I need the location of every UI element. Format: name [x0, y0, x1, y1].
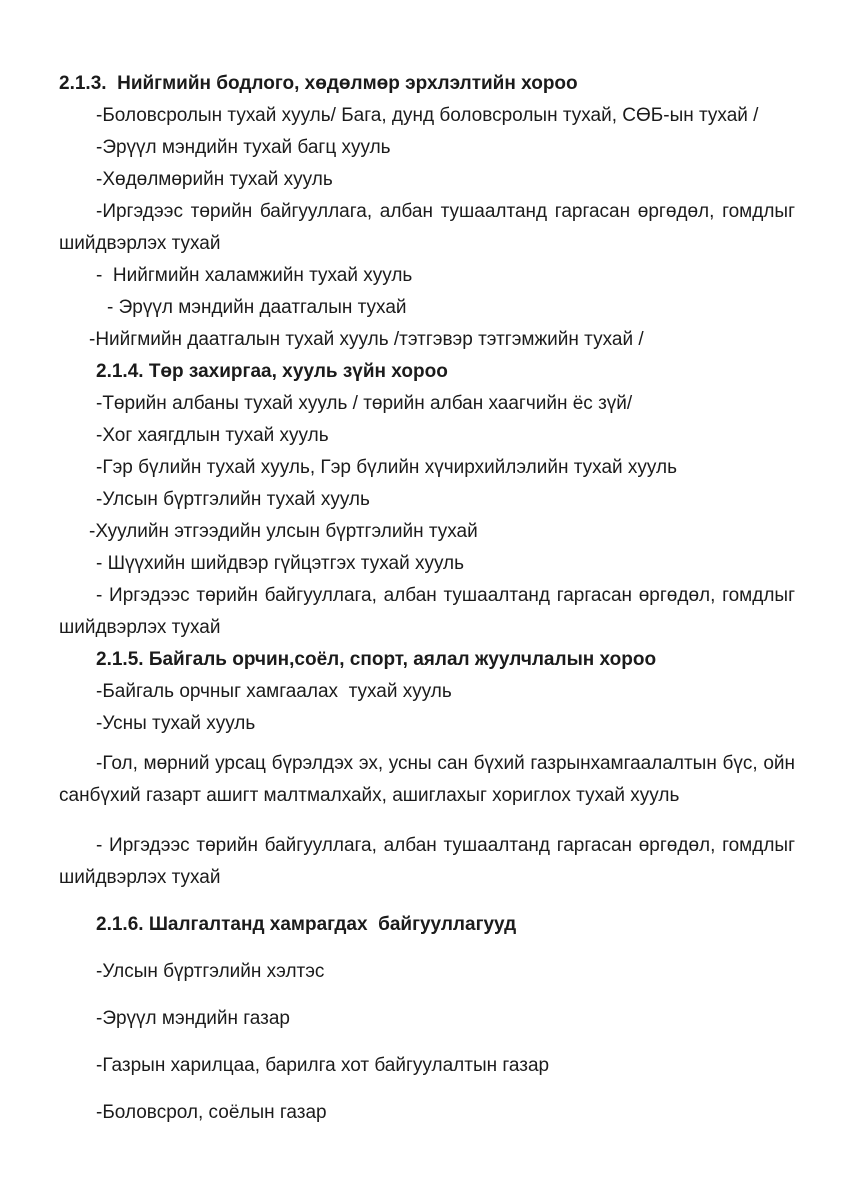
list-item: -Иргэдээс төрийн байгууллага, албан тушаалтанд гаргасан өргөдөл, гомдлыг шийдвэрлэх тухай: [59, 201, 795, 254]
section-heading-2-1-6: 2.1.6. Шалгалтанд хамрагдах байгууллагууд: [96, 914, 517, 935]
list-item: -Байгаль орчныг хамгаалах тухай хууль: [96, 681, 452, 702]
list-item: -Хуулийн этгээдийн улсын бүртгэлийн тухай: [89, 521, 478, 542]
list-item: -Усны тухай хууль: [96, 713, 256, 734]
section-heading-2-1-5: 2.1.5. Байгаль орчин,соёл, спорт, аялал жуулчлалын хороо: [96, 649, 657, 670]
list-item: -Эрүүл мэндийн газар: [96, 1008, 290, 1029]
section-heading-2-1-3: 2.1.3. Нийгмийн бодлого, хөдөлмөр эрхлэлтийн хороо: [59, 73, 578, 94]
list-item: -Нийгмийн даатгалын тухай хууль /тэтгэвэр тэтгэмжийн тухай /: [89, 329, 644, 350]
document-content: [59, 68, 795, 1129]
section-heading-2-1-4: 2.1.4. Төр захиргаа, хууль зүйн хороо: [96, 361, 448, 382]
list-item: -Төрийн албаны тухай хууль / төрийн албан хаагчийн ёс зүй/: [96, 393, 633, 414]
list-item: -Эрүүл мэндийн тухай багц хууль: [96, 137, 391, 158]
list-item: -Боловсрол, соёлын газар: [96, 1102, 327, 1123]
list-item: -Хог хаягдлын тухай хууль: [96, 425, 329, 446]
list-item: - Шүүхийн шийдвэр гүйцэтгэх тухай хууль: [96, 553, 465, 574]
list-item: -Боловсролын тухай хууль/ Бага, дунд боловсролын тухай, СӨБ-ын тухай /: [96, 105, 759, 126]
list-item: -Улсын бүртгэлийн хэлтэс: [96, 961, 325, 982]
list-item: - Нийгмийн халамжийн тухай хууль: [96, 265, 413, 286]
list-item: -Гэр бүлийн тухай хууль, Гэр бүлийн хүчирхийлэлийн тухай хууль: [96, 457, 677, 478]
list-item: -Гол, мөрний урсац бүрэлдэх эх, усны сан бүхий газрынхамгаалалтын бүс, ойн санбүхий газарт ашигт малтмалхайх, ашиглахыг хориглох тухай хууль: [59, 753, 795, 806]
list-item: - Эрүүл мэндийн даатгалын тухай: [107, 297, 407, 318]
list-item: - Иргэдээс төрийн байгууллага, албан тушаалтанд гаргасан өргөдөл, гомдлыг шийдвэрлэх тухай: [59, 835, 795, 888]
list-item: -Хөдөлмөрийн тухай хууль: [96, 169, 333, 190]
list-item: - Иргэдээс төрийн байгууллага, албан тушаалтанд гаргасан өргөдөл, гомдлыг шийдвэрлэх тухай: [59, 585, 795, 638]
list-item: -Газрын харилцаа, барилга хот байгуулалтын газар: [96, 1055, 550, 1076]
list-item: -Улсын бүртгэлийн тухай хууль: [96, 489, 370, 510]
